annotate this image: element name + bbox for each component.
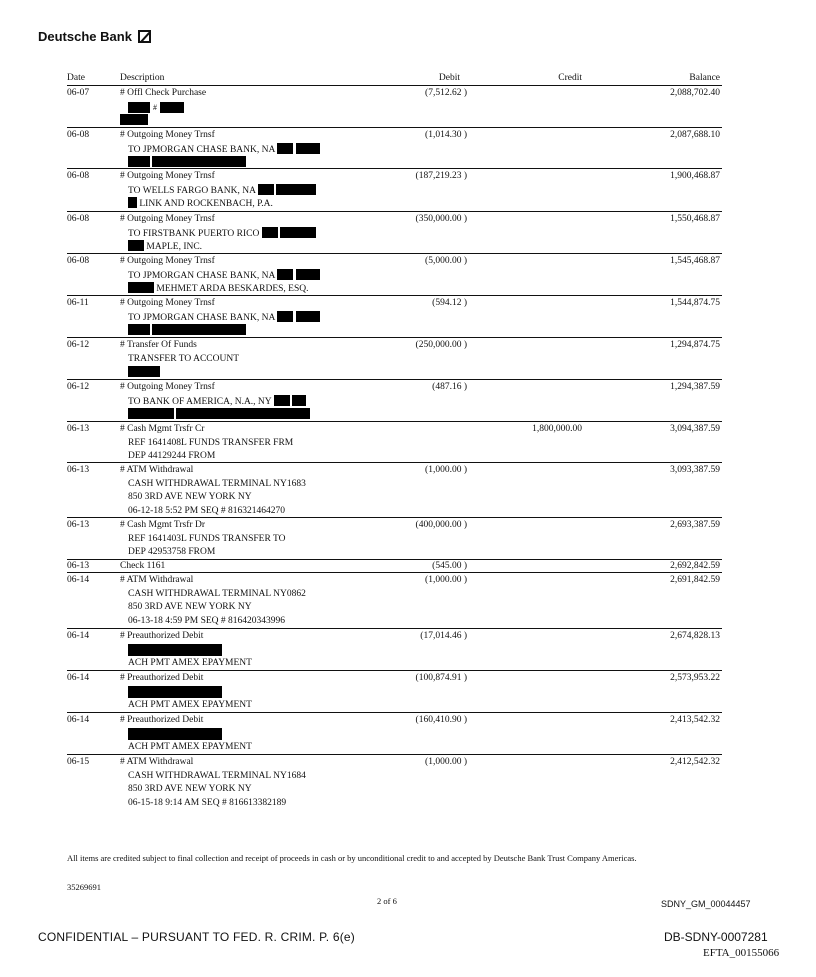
redaction-block: [128, 366, 160, 377]
description-line: CASH WITHDRAWAL TERMINAL NY0862: [128, 588, 306, 599]
row-balance: 2,573,953.22: [670, 673, 720, 683]
row-date: 06-08: [67, 130, 90, 140]
redaction-block: [128, 728, 222, 740]
row-balance: 2,674,828.13: [670, 631, 720, 641]
description-line: [120, 311, 320, 325]
row-balance: 3,094,387.59: [670, 424, 720, 434]
redaction-block: [277, 269, 293, 280]
description-line: DEP 44129244 FROM: [128, 451, 216, 462]
row-debit: (5,000.00 ): [425, 256, 467, 266]
redaction-line: [120, 114, 206, 128]
description-text: LINK AND ROCKENBACH, P.A.: [139, 199, 273, 210]
row-date: 06-14: [67, 575, 90, 585]
description-line: 06-13-18 4:59 PM SEQ # 816420343996: [128, 615, 286, 626]
row-balance: 2,087,688.10: [670, 130, 720, 140]
description-text: MAPLE, INC.: [146, 242, 203, 253]
table-row: [67, 338, 722, 380]
description-line: # ATM Withdrawal: [120, 465, 194, 475]
row-balance: 2,691,842.59: [670, 575, 720, 585]
table-row: [67, 463, 722, 518]
redaction-block: [152, 156, 246, 167]
description-line: 850 3RD AVE NEW YORK NY: [128, 492, 252, 503]
row-balance: 2,692,842.59: [670, 561, 720, 571]
description-text: TO JPMORGAN CHASE BANK, NA: [128, 270, 275, 281]
row-debit: (545.00 ): [432, 561, 467, 571]
redaction-line: [120, 408, 310, 422]
row-description: [120, 213, 316, 254]
description-line: ACH PMT AMEX EPAYMENT: [128, 700, 252, 711]
row-debit: (1,014.30 ): [425, 130, 467, 140]
row-description: [120, 339, 239, 380]
redaction-line: [120, 366, 239, 380]
description-line: [120, 240, 316, 254]
account-number: 35269691: [67, 882, 101, 892]
row-description: [120, 574, 306, 628]
redaction-block: [292, 395, 306, 406]
redaction-block: [128, 686, 222, 698]
row-balance: 2,693,387.59: [670, 520, 720, 530]
row-date: 06-13: [67, 520, 90, 530]
description-line: [120, 282, 320, 296]
redaction-line: #: [120, 101, 206, 115]
description-text: MEHMET ARDA BESKARDES, ESQ.: [156, 284, 309, 295]
row-balance: 1,294,387.59: [670, 382, 720, 392]
row-date: 06-13: [67, 424, 90, 434]
table-header: [67, 72, 722, 86]
description-line: [120, 184, 316, 198]
page-number: 2 of 6: [377, 896, 397, 906]
row-date: 06-13: [67, 561, 90, 571]
table-row: [67, 128, 722, 169]
table-row: [67, 380, 722, 422]
description-text: TO JPMORGAN CHASE BANK, NA: [128, 144, 275, 155]
table-row: [67, 629, 722, 671]
row-date: 06-07: [67, 88, 90, 98]
redaction-block: [176, 408, 310, 419]
row-date: 06-15: [67, 757, 90, 767]
description-line: # Outgoing Money Trnsf: [120, 130, 215, 140]
table-row: [67, 755, 722, 813]
redaction-line: [120, 728, 252, 742]
row-balance: 2,413,542.32: [670, 715, 720, 725]
row-balance: 1,545,468.87: [670, 256, 720, 266]
description-line: # ATM Withdrawal: [120, 575, 194, 585]
table-row: [67, 560, 722, 573]
description-line: # Outgoing Money Trnsf: [120, 298, 215, 308]
table-row: [67, 169, 722, 212]
description-line: [120, 395, 310, 409]
description-line: 06-12-18 5:52 PM SEQ # 816321464270: [128, 505, 286, 516]
description-text: TO WELLS FARGO BANK, NA: [128, 185, 256, 196]
description-line: ACH PMT AMEX EPAYMENT: [128, 742, 252, 753]
table-row: [67, 254, 722, 296]
redaction-block: [128, 240, 144, 251]
redaction-block: [128, 408, 174, 419]
row-date: 06-14: [67, 631, 90, 641]
row-description: [120, 519, 286, 560]
row-description: [120, 714, 252, 755]
row-description: [120, 381, 310, 422]
redaction-block: [274, 395, 290, 406]
row-date: 06-08: [67, 171, 90, 181]
description-line: 06-15-18 9:14 AM SEQ # 816613382189: [128, 797, 287, 808]
confidential-notice: CONFIDENTIAL – PURSUANT TO FED. R. CRIM. P. 6(e): [38, 930, 355, 944]
row-balance: 2,088,702.40: [670, 88, 720, 98]
row-debit: (100,874.91 ): [415, 673, 467, 683]
redaction-block: [128, 156, 150, 167]
description-line: # Outgoing Money Trnsf: [120, 256, 215, 266]
row-debit: (350,000.00 ): [415, 214, 467, 224]
row-debit: (160,410.90 ): [415, 715, 467, 725]
redaction-block: [280, 227, 316, 238]
description-line: DEP 42953758 FROM: [128, 547, 216, 558]
redaction-line: [120, 686, 252, 700]
bank-logo: [38, 29, 151, 44]
row-balance: 3,093,387.59: [670, 465, 720, 475]
description-line: ACH PMT AMEX EPAYMENT: [128, 658, 252, 669]
row-description: [120, 560, 165, 574]
description-line: # Outgoing Money Trnsf: [120, 171, 215, 181]
row-description: [120, 756, 306, 810]
row-debit: (7,512.62 ): [425, 88, 467, 98]
description-line: # Preauthorized Debit: [120, 715, 204, 725]
row-date: 06-14: [67, 673, 90, 683]
redaction-block: [160, 102, 184, 113]
redaction-block: [277, 311, 293, 322]
description-line: # Outgoing Money Trnsf: [120, 382, 215, 392]
description-line: REF 1641408L FUNDS TRANSFER FRM: [128, 437, 294, 448]
row-description: [120, 464, 306, 518]
row-debit: (487.16 ): [432, 382, 467, 392]
row-balance: 1,900,468.87: [670, 171, 720, 181]
description-line: [120, 227, 316, 241]
header-debit: Debit: [438, 73, 460, 83]
collection-footnote: All items are credited subject to final collection and receipt of proceeds in cash or by unconditional credit to and accepted by Deutsche Bank Trust Company Americas.: [67, 853, 637, 863]
deutsche-bank-slash-logo-icon: [138, 30, 151, 43]
row-description: [120, 423, 293, 464]
description-line: REF 1641403L FUNDS TRANSFER TO: [128, 533, 286, 544]
description-line: [120, 197, 316, 211]
redaction-block: [128, 102, 150, 113]
header-balance: Balance: [689, 73, 720, 83]
table-row: [67, 86, 722, 128]
redaction-block: [296, 143, 320, 154]
description-line: [120, 269, 320, 283]
row-date: 06-11: [67, 298, 89, 308]
redaction-block: [258, 184, 274, 195]
redaction-block: [128, 282, 154, 293]
row-date: 06-14: [67, 715, 90, 725]
row-balance: 2,412,542.32: [670, 757, 720, 767]
row-debit: (1,000.00 ): [425, 575, 467, 585]
redaction-block: [276, 184, 316, 195]
description-line: [120, 143, 320, 157]
row-debit: (17,014.46 ): [420, 631, 467, 641]
row-date: 06-08: [67, 256, 90, 266]
row-debit: (400,000.00 ): [415, 520, 467, 530]
row-debit: (1,000.00 ): [425, 757, 467, 767]
row-debit: (187,219.23 ): [415, 171, 467, 181]
row-description: [120, 297, 320, 338]
description-line: # ATM Withdrawal: [120, 757, 194, 767]
row-date: 06-08: [67, 214, 90, 224]
description-line: # Preauthorized Debit: [120, 673, 204, 683]
row-balance: 1,550,468.87: [670, 214, 720, 224]
description-line: 850 3RD AVE NEW YORK NY: [128, 784, 252, 795]
description-line: # Cash Mgmt Trsfr Cr: [120, 424, 205, 434]
redaction-line: [120, 644, 252, 658]
row-credit: 1,800,000.00: [532, 424, 582, 434]
row-balance: 1,544,874.75: [670, 298, 720, 308]
row-balance: 1,294,874.75: [670, 340, 720, 350]
row-description: [120, 672, 252, 713]
table-row: [67, 518, 722, 560]
description-line: # Transfer Of Funds: [120, 340, 197, 350]
row-description: [120, 255, 320, 296]
description-line: CASH WITHDRAWAL TERMINAL NY1683: [128, 478, 306, 489]
row-debit: (1,000.00 ): [425, 465, 467, 475]
description-text: TO JPMORGAN CHASE BANK, NA: [128, 312, 275, 323]
row-date: 06-12: [67, 340, 90, 350]
description-line: 850 3RD AVE NEW YORK NY: [128, 602, 252, 613]
table-row: [67, 713, 722, 755]
table-row: [67, 671, 722, 713]
redaction-block: [128, 644, 222, 656]
bank-name: Deutsche Bank: [38, 29, 132, 44]
bates-number-secondary: DB-SDNY-0007281: [664, 930, 768, 944]
row-debit: (250,000.00 ): [415, 340, 467, 350]
row-debit: (594.12 ): [432, 298, 467, 308]
description-line: # Outgoing Money Trnsf: [120, 214, 215, 224]
description-text: TO FIRSTBANK PUERTO RICO: [128, 228, 260, 239]
description-line: # Preauthorized Debit: [120, 631, 204, 641]
redaction-block: [277, 143, 293, 154]
row-date: 06-12: [67, 382, 90, 392]
row-description: [120, 170, 316, 211]
row-description: [120, 129, 320, 170]
transactions-table: [67, 72, 722, 813]
redaction-block: [120, 114, 148, 125]
redaction-line: [120, 156, 320, 170]
table-row: [67, 422, 722, 463]
redaction-block: [152, 324, 246, 335]
redaction-block: [262, 227, 278, 238]
description-line: # Cash Mgmt Trsfr Dr: [120, 520, 205, 530]
row-description: [120, 87, 206, 128]
header-date: Date: [67, 73, 85, 83]
table-row: [67, 573, 722, 629]
header-credit: Credit: [558, 73, 582, 83]
description-line: CASH WITHDRAWAL TERMINAL NY1684: [128, 770, 306, 781]
redaction-block: [128, 197, 137, 208]
description-text: TO BANK OF AMERICA, N.A., NY: [128, 396, 272, 407]
table-row: [67, 212, 722, 254]
efta-number: EFTA_00155066: [703, 947, 780, 959]
description-line: Check 1161: [120, 561, 166, 571]
bates-number-primary: SDNY_GM_00044457: [661, 899, 751, 909]
table-row: [67, 296, 722, 338]
redaction-block: [296, 311, 320, 322]
redaction-line: [120, 324, 320, 338]
row-description: [120, 630, 252, 671]
header-description: Description: [120, 73, 165, 83]
description-line: # Offl Check Purchase: [120, 88, 207, 98]
row-date: 06-13: [67, 465, 90, 475]
redaction-block: [296, 269, 320, 280]
redaction-block: [128, 324, 150, 335]
description-line: TRANSFER TO ACCOUNT: [128, 353, 240, 364]
